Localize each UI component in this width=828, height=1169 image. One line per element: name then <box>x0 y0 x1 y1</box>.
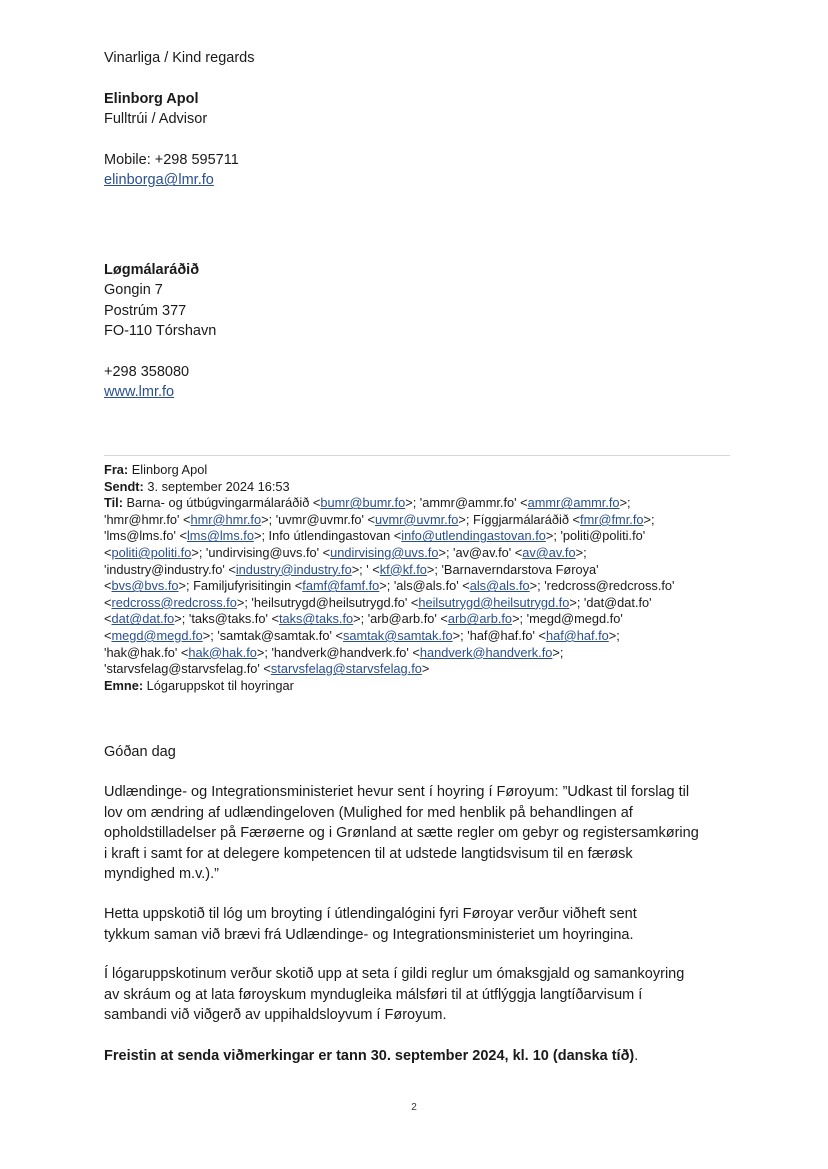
recipient-email-link[interactable]: taks@taks.fo <box>278 611 354 627</box>
paragraph-3 <box>104 964 734 1026</box>
email-header <box>104 462 730 694</box>
sender-name: Elinborg Apol <box>104 90 199 107</box>
paragraph-line: tykkum saman við brævi frá Udlændinge- og Integrationsministeriet um hoyringina. <box>104 926 634 943</box>
recipient-email-link[interactable]: dat@dat.fo <box>111 611 175 627</box>
from-label: Fra: <box>104 462 129 477</box>
from-row <box>104 462 730 479</box>
recipient-email-link[interactable]: arb@arb.fo <box>447 611 513 627</box>
subject-value: Lógaruppskot til hoyringar <box>143 677 294 693</box>
paragraph-line: lov om ændring af udlændingeloven (Mulighed for med henblik på behandlingen af <box>104 804 633 821</box>
page-number: 2 <box>411 1102 417 1113</box>
recipient-email-link[interactable]: heilsutrygd@heilsutrygd.fo <box>418 594 570 610</box>
recipients-line: <dat@dat.fo>; 'taks@taks.fo' <taks@taks.fo>; 'arb@arb.fo' <arb@arb.fo>; 'megd@megd.fo' <box>104 611 623 627</box>
recipient-email-link[interactable]: handverk@handverk.fo <box>419 644 553 660</box>
recipients-line: <megd@megd.fo>; 'samtak@samtak.fo' <samtak@samtak.fo>; 'haf@haf.fo' <haf@haf.fo>; <box>104 627 620 643</box>
recipient-email-link[interactable]: megd@megd.fo <box>111 627 203 643</box>
recipients-line: <bvs@bvs.fo>; Familjufyrisitingin <famf@famf.fo>; 'als@als.fo' <als@als.fo>; 'redcross@redcross.fo' <box>104 578 675 594</box>
deadline-paragraph <box>104 1046 734 1067</box>
recipient-email-link[interactable]: undirvising@uvs.fo <box>330 544 439 560</box>
signature-block <box>104 48 254 191</box>
recipient-email-link[interactable]: lms@lms.fo <box>186 528 254 544</box>
subject-label: Emne: <box>104 677 144 693</box>
header-divider <box>104 455 730 456</box>
recipients-line: 'hmr@hmr.fo' <hmr@hmr.fo>; 'uvmr@uvmr.fo' <uvmr@uvmr.fo>; Fíggjarmálaráðið <fmr@fmr.fo>; <box>104 511 655 527</box>
paragraph-line: sambandi við viðgerð av uppihaldsloyvum í Føroyum. <box>104 1007 447 1023</box>
recipient-email-link[interactable]: bumr@bumr.fo <box>320 495 406 511</box>
office-postbox: Postrúm 377 <box>104 302 187 319</box>
recipient-email-link[interactable]: kf@kf.fo <box>379 561 427 577</box>
paragraph-line: i kraft i samt for at delegere kompetencen til at udstede langtidsvisum til en færøsk <box>104 845 633 862</box>
greeting: Góðan dag <box>104 744 176 760</box>
paragraph-2 <box>104 904 734 945</box>
recipient-email-link[interactable]: info@utlendingastovan.fo <box>401 528 546 544</box>
recipients-line: 'industry@industry.fo' <industry@industry.fo>; ' <kf@kf.fo>; 'Barnaverndarstova Føroya' <box>104 561 599 577</box>
paragraph-line: Hetta uppskotið til lóg um broyting í útlendingalógini fyri Føroyar verður viðheft sent <box>104 906 637 922</box>
recipient-email-link[interactable]: uvmr@uvmr.fo <box>375 511 459 527</box>
office-block <box>104 260 216 403</box>
paragraph-line: Í lógaruppskotinum verður skotið upp at seta í gildi reglur um ómaksgjald og samankoyring <box>104 966 685 982</box>
recipient-email-link[interactable]: av@av.fo <box>522 544 576 560</box>
paragraph-line: opholdstilladelser på Færøerne og i Grønland at sætte regler om gebyr og registersamkøring <box>104 825 699 841</box>
sender-title: Fulltrúi / Advisor <box>104 111 208 128</box>
recipient-email-link[interactable]: fmr@fmr.fo <box>580 511 644 527</box>
recipient-email-link[interactable]: haf@haf.fo <box>545 627 609 643</box>
recipients-line: 'starvsfelag@starvsfelag.fo' <starvsfelag@starvsfelag.fo> <box>104 661 430 677</box>
recipient-email-link[interactable]: industry@industry.fo <box>235 561 352 577</box>
recipient-email-link[interactable]: famf@famf.fo <box>302 578 380 594</box>
sent-label: Sendt: <box>104 478 144 494</box>
recipient-email-link[interactable]: als@als.fo <box>469 578 530 594</box>
recipient-email-link[interactable]: starvsfelag@starvsfelag.fo <box>270 661 422 677</box>
recipient-email-link[interactable]: samtak@samtak.fo <box>342 627 453 643</box>
to-label: Til: <box>104 495 123 511</box>
recipients-line: <redcross@redcross.fo>; 'heilsutrygd@heilsutrygd.fo' <heilsutrygd@heilsutrygd.fo>; 'dat@dat.fo' <box>104 594 652 610</box>
recipients-line: 'lms@lms.fo' <lms@lms.fo>; Info útlendingastovan <info@utlendingastovan.fo>; 'politi@politi.fo' <box>104 528 646 544</box>
recipient-email-link[interactable]: politi@politi.fo <box>111 544 192 560</box>
paragraph-line: myndighed m.v.).” <box>104 866 219 882</box>
recipients-line: 'hak@hak.fo' <hak@hak.fo>; 'handverk@handverk.fo' <handverk@handverk.fo>; <box>104 644 564 660</box>
recipient-email-link[interactable]: ammr@ammr.fo <box>527 495 620 511</box>
office-name: Løgmálaráðið <box>104 262 200 278</box>
recipient-email-link[interactable]: hmr@hmr.fo <box>190 511 262 527</box>
sender-mobile: Mobile: +298 595711 <box>104 152 239 169</box>
sent-row <box>104 479 730 496</box>
office-web-link[interactable]: www.lmr.fo <box>104 384 175 401</box>
sender-email-link[interactable]: elinborga@lmr.fo <box>104 172 214 189</box>
recipients-list <box>104 495 730 678</box>
recipients-line: Til: Barna- og útbúgvingarmálaráðið <bumr@bumr.fo>; 'ammr@ammr.fo' <ammr@ammr.fo>; <box>104 495 631 511</box>
office-city: FO-110 Tórshavn <box>104 323 217 340</box>
deadline-period: . <box>634 1048 639 1064</box>
sent-value: 3. september 2024 16:53 <box>143 478 290 494</box>
deadline-text: Freistin at senda viðmerkingar er tann 30. september 2024, kl. 10 (danska tíð) <box>104 1048 635 1064</box>
from-value: Elinborg Apol <box>128 462 208 477</box>
office-phone: +298 358080 <box>104 364 190 381</box>
recipient-email-link[interactable]: hak@hak.fo <box>188 644 257 660</box>
subject-row <box>104 678 730 695</box>
recipient-email-link[interactable]: bvs@bvs.fo <box>111 578 179 594</box>
regards-line: Vinarliga / Kind regards <box>104 50 255 66</box>
recipient-email-link[interactable]: redcross@redcross.fo <box>111 594 237 610</box>
paragraph-line: av skráum og at lata føroyskum myndugleika málsføri til at útflýggja langtíðarvisum í <box>104 986 643 1003</box>
office-street: Gongin 7 <box>104 282 163 299</box>
paragraph-line: Udlændinge- og Integrationsministeriet hevur sent í hoyring í Føroyum: ”Udkast til forslag til <box>104 784 690 800</box>
paragraph-1 <box>104 782 734 885</box>
recipients-line: <politi@politi.fo>; 'undirvising@uvs.fo' <undirvising@uvs.fo>; 'av@av.fo' <av@av.fo>; <box>104 544 587 560</box>
